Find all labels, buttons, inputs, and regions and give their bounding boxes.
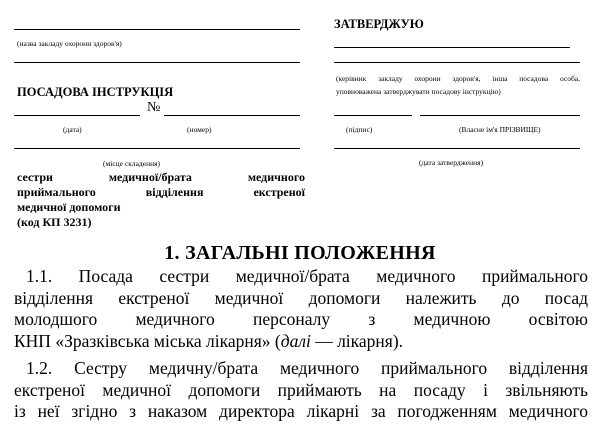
facility-name-line[interactable]: [14, 29, 300, 30]
p1-line-1: 1.1. Посада сестри медичної/брата медичного приймального: [26, 266, 588, 286]
p2-line-3: із неї згідно з наказом директора лікарні за погодженням медичного: [14, 401, 588, 421]
p1-line-3: молодшого медичного персоналу з медичною освітою: [14, 309, 588, 329]
position-title: [17, 170, 305, 230]
place-line[interactable]: [14, 148, 300, 149]
approver-line-2[interactable]: [334, 62, 580, 63]
approver-name-caption: (Власне ім'я ПРІЗВИЩЕ): [459, 125, 541, 134]
approve-label: ЗАТВЕРДЖУЮ: [334, 17, 424, 31]
facility-name-line-2[interactable]: [14, 62, 300, 63]
position-line-1: сестри медичної/брата медичного: [17, 170, 305, 184]
approver-caption-line-1: (керівник закладу охорони здоров'я, інша посадова особа,: [336, 74, 580, 83]
number-line[interactable]: [164, 115, 300, 116]
place-caption: (місце складення): [103, 159, 161, 168]
p1-line-4-start: КНП «Зразківська міська лікарня» (: [14, 330, 281, 351]
position-line-2: приймального відділення екстреної: [17, 185, 305, 199]
date-line[interactable]: [14, 115, 140, 116]
approver-caption: [336, 74, 580, 96]
paragraph-1-2: [14, 358, 588, 423]
p1-line-4: [14, 331, 588, 353]
position-code: (код КП 3231): [17, 215, 92, 229]
number-sign: №: [147, 100, 161, 115]
signature-line[interactable]: [334, 115, 412, 116]
date-caption: (дата): [63, 125, 82, 134]
position-line-3: медичної допомоги: [17, 200, 121, 214]
signature-caption: (підпис): [346, 125, 373, 134]
number-caption: (номер): [187, 125, 212, 134]
approval-date-line[interactable]: [334, 148, 580, 149]
approver-caption-line-2: уповноважена затверджувати посадову інструкцію): [336, 87, 501, 96]
p2-line-2: екстреної медичної допомоги приймають на посаду і звільняють: [14, 379, 588, 400]
p1-line-2: відділення екстреної медичної допомоги належить до посад: [14, 287, 588, 308]
facility-caption: (назва закладу охорони здоров'я): [17, 39, 122, 48]
p2-line-1: 1.2. Сестру медичну/брата медичного приймального відділення: [26, 358, 588, 378]
p1-line-4-italic: далі: [280, 330, 311, 351]
approval-date-caption: (дата затвердження): [419, 158, 484, 167]
approver-name-line[interactable]: [420, 115, 580, 116]
paragraph-1-1: [14, 266, 588, 352]
section-heading: 1. ЗАГАЛЬНІ ПОЛОЖЕННЯ: [164, 242, 436, 264]
approver-line[interactable]: [334, 47, 570, 48]
doc-title: ПОСАДОВА ІНСТРУКЦІЯ: [17, 85, 174, 99]
p1-line-4-end: — лікарня).: [310, 330, 404, 351]
